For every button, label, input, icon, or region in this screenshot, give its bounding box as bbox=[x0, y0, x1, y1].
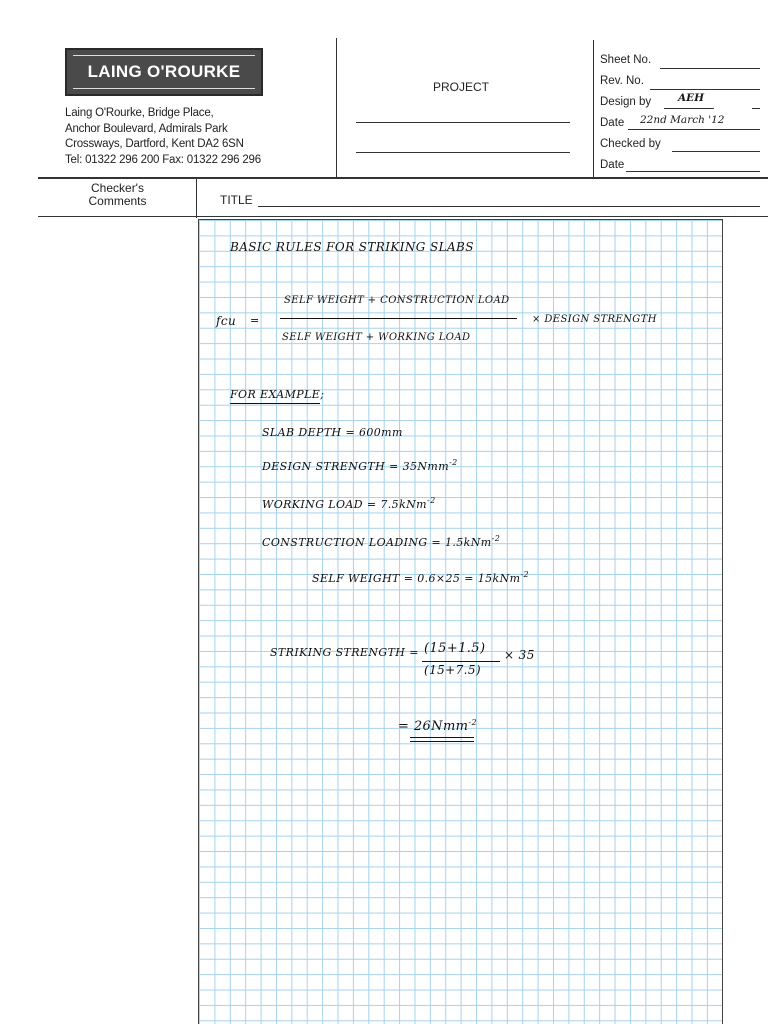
design-strength-exponent: -2 bbox=[449, 458, 458, 467]
striking-fraction-bar bbox=[422, 661, 500, 662]
notes-heading: BASIC RULES FOR STRIKING SLABS bbox=[230, 240, 474, 254]
company-address bbox=[65, 106, 261, 168]
rev-no-label: Rev. No. bbox=[600, 75, 644, 87]
date2-field[interactable] bbox=[626, 171, 760, 172]
address-line: Anchor Boulevard, Admirals Park bbox=[65, 122, 228, 135]
self-weight-text: SELF WEIGHT = 0.6×25 = 15kNm bbox=[312, 572, 521, 585]
result-underline-1 bbox=[410, 737, 474, 738]
working-load-text: WORKING LOAD = 7.5kNm bbox=[262, 498, 427, 511]
self-weight-exponent: -2 bbox=[520, 570, 530, 579]
result-text: = 26Nmm bbox=[398, 719, 469, 734]
sheet-no-field[interactable] bbox=[660, 68, 760, 69]
design-by-field-tail bbox=[752, 108, 760, 109]
result bbox=[398, 718, 477, 734]
construction-loading-exponent: -2 bbox=[491, 534, 501, 543]
checker-divider bbox=[196, 178, 197, 218]
formula-rhs: × DESIGN STRENGTH bbox=[532, 314, 657, 325]
formula-equals: = bbox=[250, 314, 260, 327]
striking-denominator: (15+7.5) bbox=[424, 663, 481, 677]
header-divider-right bbox=[593, 40, 594, 178]
working-load bbox=[262, 496, 436, 511]
result-exponent: -2 bbox=[468, 718, 477, 727]
sheet-no-label: Sheet No. bbox=[600, 54, 652, 66]
design-by-label: Design by bbox=[600, 96, 652, 108]
design-by-value: AEH bbox=[678, 92, 705, 104]
formula-numerator: SELF WEIGHT + CONSTRUCTION LOAD bbox=[284, 295, 510, 306]
self-weight bbox=[312, 570, 529, 585]
construction-loading-text: CONSTRUCTION LOADING = 1.5kNm bbox=[262, 536, 492, 549]
date2-label: Date bbox=[600, 159, 625, 171]
design-strength bbox=[262, 458, 458, 473]
header-bottom-rule bbox=[38, 177, 768, 179]
formula-lhs: fcu bbox=[216, 314, 237, 328]
striking-label: STRIKING STRENGTH = bbox=[270, 646, 419, 659]
address-line: Laing O'Rourke, Bridge Place, bbox=[65, 107, 214, 119]
date-label: Date bbox=[600, 117, 625, 129]
example-underline bbox=[230, 403, 320, 404]
formula-denominator: SELF WEIGHT + WORKING LOAD bbox=[282, 332, 471, 343]
example-heading: FOR EXAMPLE; bbox=[230, 388, 325, 401]
striking-multiplier: × 35 bbox=[504, 648, 535, 662]
formula-fraction-bar bbox=[280, 318, 517, 319]
title-bottom-rule bbox=[38, 216, 768, 217]
header-divider-left bbox=[336, 38, 337, 178]
checked-by-label: Checked by bbox=[600, 138, 661, 150]
date-field[interactable] bbox=[628, 129, 760, 130]
project-field-line-1[interactable] bbox=[356, 122, 570, 123]
logo-text: LAING O'ROURKE bbox=[87, 62, 241, 81]
result-underline-2 bbox=[410, 741, 474, 742]
checker-label-line-1: Checker's bbox=[91, 181, 144, 195]
project-field-line-2[interactable] bbox=[356, 152, 570, 153]
address-line: Crossways, Dartford, Kent DA2 6SN bbox=[65, 138, 244, 150]
project-label: PROJECT bbox=[433, 80, 490, 94]
slab-depth: SLAB DEPTH = 600mm bbox=[262, 426, 403, 439]
design-by-field[interactable] bbox=[664, 108, 714, 109]
checker-label-line-2: Comments bbox=[88, 194, 147, 208]
construction-loading bbox=[262, 534, 500, 549]
checker-comments-label bbox=[40, 182, 195, 208]
working-load-exponent: -2 bbox=[427, 496, 436, 505]
company-logo bbox=[65, 48, 263, 96]
date-value: 22nd March '12 bbox=[640, 114, 725, 126]
address-line: Tel: 01322 296 200 Fax: 01322 296 296 bbox=[65, 153, 261, 166]
title-field[interactable] bbox=[258, 206, 760, 207]
rev-no-field[interactable] bbox=[650, 89, 760, 90]
design-strength-text: DESIGN STRENGTH = 35Nmm bbox=[262, 460, 450, 473]
checked-by-field[interactable] bbox=[672, 151, 760, 152]
striking-numerator: (15+1.5) bbox=[424, 641, 486, 656]
title-label: TITLE bbox=[220, 193, 253, 207]
